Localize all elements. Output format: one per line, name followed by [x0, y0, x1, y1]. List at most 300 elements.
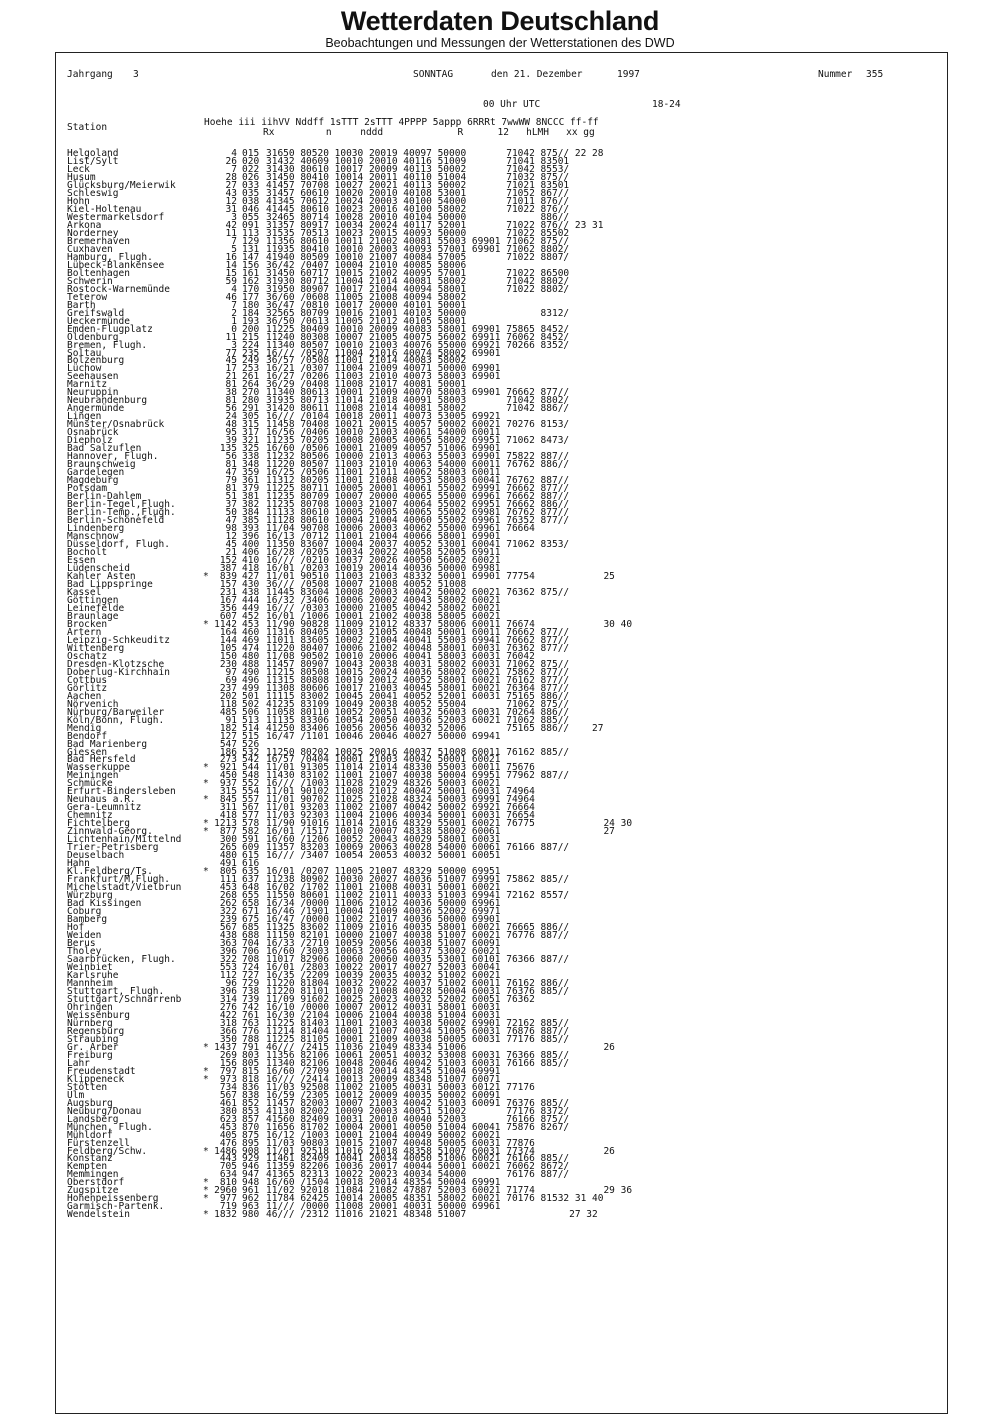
observation-groups: 41560 82409 10031 20010 40040 52003 76166 875// [266, 1113, 570, 1125]
station-number: 113 [242, 227, 260, 239]
station-name: Greifswald [67, 307, 125, 319]
observation-groups: 31357 80917 10034 20024 40117 52001 71022 876// 23 31 [266, 219, 604, 231]
station-height: 634 [219, 1169, 237, 1181]
observation-groups: 46/// /2415 11036 21049 48334 51006 26 [266, 1041, 615, 1053]
observation-groups: 11550 80601 11002 21011 40033 51003 69941 72162 8557/ [266, 890, 570, 902]
station-height: 443 [219, 1153, 237, 1165]
observation-groups: 31650 80520 10030 20019 40097 50000 71042 875// 22 28 [266, 148, 604, 159]
observation-groups: 11/01 91305 11014 21014 48330 55003 60011 75676 [266, 762, 535, 774]
station-height: 111 [219, 874, 237, 886]
station-number: 379 [242, 483, 260, 495]
station-height: 48 [225, 419, 237, 431]
station-name: Fichtelberg [67, 818, 130, 830]
observation-groups: 11/03 92303 11004 21006 40034 50001 60031 76654 [266, 810, 535, 822]
station-name: Bad Marienberg [67, 738, 148, 750]
observation-groups: 16/35 /2209 10039 20035 40032 51002 60021 [266, 969, 501, 981]
nummer-value: 355 [866, 69, 884, 80]
station-number: 452 [242, 610, 260, 622]
station-number: 317 [242, 427, 260, 439]
station-number: 020 [242, 155, 260, 167]
observation-groups: 16/// /0104 10018 20011 40073 53005 69921 [266, 411, 501, 423]
station-name: Neubrandenburg [67, 395, 148, 407]
station-name: Oberstdorf [67, 1177, 125, 1189]
station-number: 280 [242, 395, 260, 407]
station-name: Magdeburg [67, 475, 119, 487]
station-number: 557 [242, 794, 260, 806]
station-height: 31 [225, 203, 237, 215]
observation-groups: 31450 80410 10014 20011 40110 51004 71032 875// [266, 171, 570, 183]
station-height: 38 [225, 387, 237, 399]
station-height: 118 [219, 698, 237, 710]
observation-groups: 11458 70408 10021 20015 40057 50002 60021 70276 8153/ [266, 419, 570, 431]
observation-period: 18-24 [652, 99, 681, 110]
station-name: Mühldorf [67, 1129, 113, 1141]
station-number: 200 [242, 323, 260, 335]
station-height: 356 [219, 602, 237, 614]
station-height: 56 [225, 451, 237, 463]
station-name: Gardelegen [67, 467, 125, 479]
station-height: 7 [231, 299, 237, 311]
station-name: Berlin-Schönefeld [67, 515, 165, 527]
station-name: Berlin-Temp.,Flugh. [67, 507, 176, 519]
observation-groups: 16/21 /0307 11004 21009 40071 50000 69901 [266, 363, 501, 375]
observation-groups: 11225 80409 10010 20009 40083 58001 69901 75865 8452/ [266, 323, 570, 335]
observation-groups: 16/12 /1003 10001 21004 40049 50002 60021 [266, 1129, 501, 1141]
station-number: 015 [242, 148, 260, 159]
station-name: Wendelstein [67, 1209, 130, 1221]
observation-groups: 41940 80509 10010 21007 40084 57005 71022 8807/ [266, 251, 570, 263]
station-name: München, Flugh. [67, 1121, 153, 1133]
station-number: 567 [242, 802, 260, 814]
station-height: 973 [219, 1073, 237, 1085]
station-height: 476 [219, 1137, 237, 1149]
station-name: Schmücke [67, 778, 113, 790]
station-name: Kl.Feldberg/Ts. [67, 866, 153, 878]
observation-groups: 41457 70708 10027 20021 40113 50002 71021 83501 [266, 179, 570, 191]
station-number: 980 [242, 1209, 260, 1221]
observation-groups: 16/01 /2803 10022 20017 40027 52003 60041 [266, 961, 501, 973]
station-name: Zinnwald-Georg. [67, 826, 153, 838]
station-number: 514 [242, 722, 260, 734]
station-number: 836 [242, 1081, 260, 1093]
observation-groups: 11/90 90828 11009 21012 48337 58006 60011 76674 30 40 [266, 618, 633, 630]
observation-groups: 11935 80410 10010 20003 40093 57001 69901 71062 8802/ [266, 243, 570, 255]
station-number: 035 [242, 187, 260, 199]
observation-groups: 16/// /1003 11028 21029 48326 50003 60021 [266, 778, 501, 790]
observation-groups: 11225 80711 10005 20001 40061 55002 69991 76662 877// [266, 483, 570, 495]
observation-groups: 11/01 93203 11002 21007 40042 50002 69921 76664 [266, 802, 535, 814]
station-name: Helgoland [67, 148, 119, 159]
observation-groups: 16/27 /0206 11003 21010 40073 58003 69901 [266, 371, 501, 383]
station-height: 17 [225, 363, 237, 375]
observation-groups: 16/01 /1517 10010 20007 48338 58002 60061 27 [266, 826, 615, 838]
station-height: 797 [219, 1065, 237, 1077]
station-height: 1832 [214, 1209, 237, 1221]
observation-groups: 11220 80407 10006 21002 40048 58001 60031 76362 877// [266, 642, 570, 654]
station-name: Erfurt-Bindersleben [67, 786, 176, 798]
station-number: 038 [242, 195, 260, 207]
station-height: 186 [219, 746, 237, 758]
station-height: 262 [219, 898, 237, 910]
observation-groups: 11235 80708 10003 21007 40064 55002 69951 76662 886// [266, 499, 570, 511]
station-height: 1142 [214, 618, 237, 630]
station-name: Freiburg [67, 1049, 113, 1061]
station-name: List/Sylt [67, 155, 119, 167]
station-name: Hahn [67, 858, 90, 870]
observation-groups: 16/// /0210 10037 20026 40050 56002 60021 [266, 554, 501, 566]
station-name: Ueckermünde [67, 315, 130, 327]
station-height: 69 [225, 674, 237, 686]
station-height: 1213 [214, 818, 237, 830]
station-name: Frankfurt/M,Flugh. [67, 874, 170, 886]
station-name: Feldberg/Schw. [67, 1145, 148, 1157]
station-height: 4 [231, 283, 237, 295]
station-name: Landsberg [67, 1113, 119, 1125]
observation-groups: 16/01 /0203 10019 20014 40036 50000 69981 [266, 562, 501, 574]
observation-groups: 11/08 90502 10010 20006 40041 58003 60031 76042 [266, 650, 535, 662]
station-number: 724 [242, 961, 260, 973]
station-number: 384 [242, 507, 260, 519]
observation-groups: 11/02 92018 11084 21082 47887 52003 60021 71774 29 36 [266, 1185, 633, 1197]
mountain-station-marker: * [203, 570, 209, 582]
station-number: 552 [242, 778, 260, 790]
observation-groups: 11325 83602 11009 21016 40035 58001 60021 76665 886// [266, 922, 570, 934]
station-number: 815 [242, 1065, 260, 1077]
observation-groups: 11340 82106 10048 20046 40042 51003 60031 76166 885// [266, 1057, 570, 1069]
station-height: 1 [231, 315, 237, 327]
station-height: 805 [219, 866, 237, 878]
station-number: 870 [242, 1121, 260, 1133]
station-number: 449 [242, 602, 260, 614]
observation-groups: 16/25 /0506 11001 21011 40062 58003 60011 [266, 467, 501, 479]
station-height: 314 [219, 993, 237, 1005]
station-name: Nörvenich [67, 698, 119, 710]
station-name: Marnitz [67, 379, 108, 391]
observation-groups: 11340 80507 10010 21003 40076 55000 69921 70266 8352/ [266, 339, 570, 351]
observation-groups: 11350 83607 10004 20037 40052 53001 60041 71062 8353/ [266, 539, 570, 551]
station-number: 361 [242, 475, 260, 487]
observation-groups: 11/01 90702 11025 21028 48324 50003 69991 74964 [266, 794, 535, 806]
observation-time: 00 Uhr UTC [483, 99, 541, 110]
station-number: 400 [242, 539, 260, 551]
station-name: Seehausen [67, 371, 119, 383]
observation-groups: 11/01 90102 11008 21012 40042 50001 60031 74964 [266, 786, 535, 798]
station-name: Schleswig [67, 187, 119, 199]
station-height: 607 [219, 610, 237, 622]
mountain-station-marker: * [203, 1041, 209, 1053]
observation-groups: 11133 80610 10005 20005 40065 55002 69981 76762 877// [266, 507, 570, 519]
station-name: Lingen [67, 411, 102, 423]
station-height: 37 [225, 499, 237, 511]
station-name: Essen [67, 554, 96, 566]
mountain-station-marker: * [203, 866, 209, 878]
observation-groups: 11308 80606 10017 21003 40045 58001 60021 76364 877// [266, 682, 570, 694]
station-name: Westermarkelsdorf [67, 211, 165, 223]
station-name: Neuburg/Donau [67, 1105, 142, 1117]
station-name: Gera-Leumnitz [67, 802, 142, 814]
observation-groups: 31535 70513 10023 20015 40093 50000 71022 85502 [266, 227, 570, 239]
mountain-station-marker: * [203, 826, 209, 838]
observation-groups: 41445 80610 10023 20016 40100 58002 71022 876// [266, 203, 570, 215]
station-height: 3 [231, 211, 237, 223]
station-name: Lüdenscheid [67, 562, 130, 574]
station-number: 818 [242, 1073, 260, 1085]
station-name: Stuttgart, Flugh. [67, 985, 165, 997]
station-height: 28 [225, 171, 237, 183]
mountain-station-marker: * [203, 762, 209, 774]
observation-groups: 31450 60717 10015 21002 40095 57001 71022 86500 [266, 267, 570, 279]
station-height: 56 [225, 403, 237, 415]
station-name: Hohn [67, 195, 90, 207]
station-height: 81 [225, 395, 237, 407]
station-name: Manschnow [67, 531, 119, 543]
station-number: 554 [242, 786, 260, 798]
station-number: 637 [242, 874, 260, 886]
observation-groups: 16/47 /1101 10046 20046 40027 50000 69941 [266, 730, 501, 742]
observation-groups: 32565 80709 10016 21001 40103 50000 8312/ [266, 307, 570, 319]
station-name: Rostock-Warnemünde [67, 283, 170, 295]
observation-groups: 11215 80508 10015 20024 40036 58002 60021 75862 877// [266, 666, 570, 678]
station-number: 215 [242, 331, 260, 343]
station-number: 261 [242, 371, 260, 383]
station-number: 180 [242, 299, 260, 311]
station-number: 253 [242, 363, 260, 375]
observation-groups: 11/90 91016 11014 21016 48329 55001 60021 76775 24 30 [266, 818, 633, 830]
station-height: 96 [225, 977, 237, 989]
station-name: Doberlug-Kirchhain [67, 666, 170, 678]
station-height: 164 [219, 626, 237, 638]
observation-groups: 16/59 /2305 10012 20009 40035 50002 60091 [266, 1089, 501, 1101]
station-number: 857 [242, 1113, 260, 1125]
station-height: 839 [219, 570, 237, 582]
station-height: 59 [225, 275, 237, 287]
observation-groups: 11461 82409 10041 20034 40050 51006 60021 76166 885// [266, 1153, 570, 1165]
station-number: 515 [242, 730, 260, 742]
mountain-station-marker: * [203, 1185, 209, 1197]
observation-groups: 41250 83406 10056 20056 40032 52006 75165 886// 27 [266, 722, 604, 734]
station-name: Karlsruhe [67, 969, 119, 981]
station-height: 21 [225, 371, 237, 383]
station-number: 382 [242, 499, 260, 511]
station-name: Öhringen [67, 1001, 113, 1013]
station-number: 805 [242, 1057, 260, 1069]
station-number: 469 [242, 634, 260, 646]
station-number: 727 [242, 969, 260, 981]
station-number: 803 [242, 1049, 260, 1061]
station-height: 50 [225, 507, 237, 519]
observation-groups: 16/// /2414 10013 20009 48348 51007 60071 [266, 1073, 501, 1085]
observation-groups: 11/09 91602 10025 20023 40032 52002 60051 76362 [266, 993, 535, 1005]
station-name: Berus [67, 938, 96, 950]
station-number: 616 [242, 858, 260, 870]
observation-groups: 16/60 /1206 10052 20043 40029 58001 60031 [266, 834, 501, 846]
station-number: 162 [242, 275, 260, 287]
station-number: 895 [242, 1137, 260, 1149]
station-height: 14 [225, 259, 237, 271]
station-number: 129 [242, 235, 260, 247]
station-number: 761 [242, 1009, 260, 1021]
station-name: Köln/Bonn, Flugh. [67, 714, 165, 726]
page-subtitle: Beobachtungen und Messungen der Wetterstationen des DWD [325, 36, 675, 50]
station-number: 131 [242, 243, 260, 255]
observation-groups: 41345 70612 10024 20003 40100 54000 71011 876// [266, 195, 570, 207]
station-name: Münster/Osnabrück [67, 419, 165, 431]
mountain-station-marker: * [203, 794, 209, 806]
observation-groups: 41130 82002 10009 20003 40051 51002 77176 8372/ [266, 1105, 570, 1117]
station-height: 315 [219, 786, 237, 798]
station-number: 946 [242, 1161, 260, 1173]
observation-groups: 11457 80907 10043 20038 40031 58002 60031 71062 875// [266, 658, 570, 670]
observation-groups: 46/// /2312 11016 21021 48348 51007 27 32 [266, 1209, 598, 1221]
observation-groups: 41365 82313 10022 20023 40034 54000 76176 887// [266, 1169, 570, 1181]
observation-groups: 11/// /0000 11008 20001 40031 50000 69961 [266, 1201, 501, 1213]
station-number: 396 [242, 531, 260, 543]
station-height: 937 [219, 778, 237, 790]
station-number: 675 [242, 914, 260, 926]
station-name: Soltau [67, 347, 102, 359]
station-number: 338 [242, 451, 260, 463]
station-name: Deuselbach [67, 850, 125, 862]
station-height: 230 [219, 658, 237, 670]
station-name: Lahr [67, 1057, 90, 1069]
observation-groups: 31935 80713 11014 21018 40091 58003 71042 8802/ [266, 395, 570, 407]
observation-groups: 11220 80507 11003 21010 40063 54000 60011 76762 886// [266, 459, 570, 471]
mountain-station-marker: * [203, 1209, 209, 1221]
station-name: Stuttgart/Schnarrenb [67, 993, 182, 1005]
station-name: Hof [67, 922, 85, 934]
station-name: Klippeneck [67, 1073, 125, 1085]
station-name: Bad Kissingen [67, 898, 142, 910]
station-height: 81 [225, 459, 237, 471]
station-number: 315 [242, 419, 260, 431]
observation-groups: 16/32 /3406 10006 20002 40043 58002 60021 [266, 594, 501, 606]
station-height: 7 [231, 163, 237, 175]
station-height: 237 [219, 682, 237, 694]
station-height: 11 [225, 227, 237, 239]
station-height: 480 [219, 850, 237, 862]
observation-groups: 36/47 /0810 10017 20000 40101 50001 [266, 299, 467, 311]
observation-groups: 16/60 /3003 10063 20056 40037 53002 60021 [266, 946, 501, 957]
station-number: 161 [242, 267, 260, 279]
station-height: 461 [219, 1097, 237, 1109]
station-number: 393 [242, 523, 260, 535]
station-height: 95 [225, 427, 237, 439]
station-number: 235 [242, 347, 260, 359]
observation-groups: 11135 83306 10054 20050 40036 52003 60021 71062 885// [266, 714, 570, 726]
station-number: 591 [242, 834, 260, 846]
station-number: 671 [242, 906, 260, 918]
station-height: 239 [219, 914, 237, 926]
station-height: 269 [219, 1049, 237, 1061]
station-height: 3 [231, 339, 237, 351]
station-height: 265 [219, 842, 237, 854]
station-name: Aachen [67, 690, 102, 702]
station-height: 1437 [214, 1041, 237, 1053]
station-number: 729 [242, 977, 260, 989]
station-height: 567 [219, 922, 237, 934]
observation-groups: 16/57 /0404 10001 21003 40042 50001 60021 [266, 754, 501, 766]
station-number: 033 [242, 179, 260, 191]
station-number: 875 [242, 1129, 260, 1141]
station-height: 719 [219, 1201, 237, 1213]
observation-groups: 16/01 /1006 10001 21002 40038 58005 60021 [266, 610, 501, 622]
station-height: 491 [219, 858, 237, 870]
station-height: 877 [219, 826, 237, 838]
station-number: 502 [242, 698, 260, 710]
station-number: 270 [242, 387, 260, 399]
station-number: 325 [242, 443, 260, 455]
station-height: 105 [219, 642, 237, 654]
station-number: 249 [242, 355, 260, 367]
station-name: Lichtenhain/Mittelnd [67, 834, 182, 846]
station-number: 406 [242, 547, 260, 558]
station-name: Kahler Asten [67, 570, 136, 582]
station-name: Leinefelde [67, 602, 125, 614]
observation-groups: 11128 80610 10004 21004 40060 55002 69961 76352 877// [266, 515, 570, 527]
station-name: Oschatz [67, 650, 108, 662]
station-height: 45 [225, 355, 237, 367]
column-header-station: Station [67, 122, 108, 133]
station-name: Meiningen [67, 770, 119, 782]
station-name: Mannheim [67, 977, 113, 989]
station-number: 948 [242, 1177, 260, 1189]
jahrgang-value: 3 [133, 69, 139, 80]
station-name: Görlitz [67, 682, 108, 694]
station-name: Schwerin [67, 275, 113, 287]
station-name: Bolzenburg [67, 355, 125, 367]
station-number: 852 [242, 1097, 260, 1109]
observation-groups: 16/56 /0406 10010 21003 40061 54000 60011 [266, 427, 501, 439]
observation-groups: 16/47 /0000 11002 21017 40036 50000 69901 [266, 914, 501, 926]
observation-groups: 11115 83002 10045 20041 40052 52001 60031 75165 886// [266, 690, 570, 702]
observation-groups: 36/60 /0608 11005 21008 40094 58002 [266, 291, 467, 303]
station-height: 547 [219, 738, 237, 750]
station-name: Bremerhaven [67, 235, 130, 247]
observation-groups: 11356 82106 10061 20051 40032 53008 60031 76366 885// [266, 1049, 570, 1061]
mountain-station-marker: * [203, 1065, 209, 1077]
station-number: 359 [242, 467, 260, 479]
station-name: Arkona [67, 219, 102, 231]
station-height: 26 [225, 155, 237, 167]
station-name: Neuruppin [67, 387, 119, 399]
station-number: 291 [242, 403, 260, 415]
station-number: 474 [242, 642, 260, 654]
station-number: 853 [242, 1105, 260, 1117]
observation-groups: 16/33 /2710 10059 20056 40038 51007 60091 [266, 938, 501, 950]
station-height: 79 [225, 475, 237, 487]
observation-groups: 16/46 /1901 10004 21009 40036 52002 69971 [266, 906, 501, 918]
station-height: 405 [219, 1129, 237, 1141]
station-height: 16 [225, 251, 237, 263]
observation-groups: 31930 80712 11004 21014 40081 58002 71042 8802/ [266, 275, 570, 287]
observation-groups: 36/29 /0408 11008 21017 40081 50001 [266, 379, 467, 391]
observation-groups: 16/60 /0506 10001 21009 40057 51006 69901 [266, 443, 501, 455]
station-name: Braunlage [67, 610, 119, 622]
station-number: 427 [242, 570, 260, 582]
observation-groups: 31420 80611 11008 21014 40081 58002 71042 886// [266, 403, 570, 415]
station-number: 488 [242, 658, 260, 670]
observation-groups: 31432 40609 10010 20010 40116 51009 71041 83501 [266, 155, 570, 167]
station-name: Giessen [67, 746, 108, 758]
station-number: 526 [242, 738, 260, 750]
observation-groups: 36/42 /0407 10004 21010 40085 58006 [266, 259, 467, 271]
station-height: 311 [219, 802, 237, 814]
station-number: 022 [242, 163, 260, 175]
station-name: Göttingen [67, 594, 119, 606]
station-height: 157 [219, 578, 237, 590]
station-name: Lüchow [67, 363, 102, 375]
mountain-station-marker: * [203, 778, 209, 790]
